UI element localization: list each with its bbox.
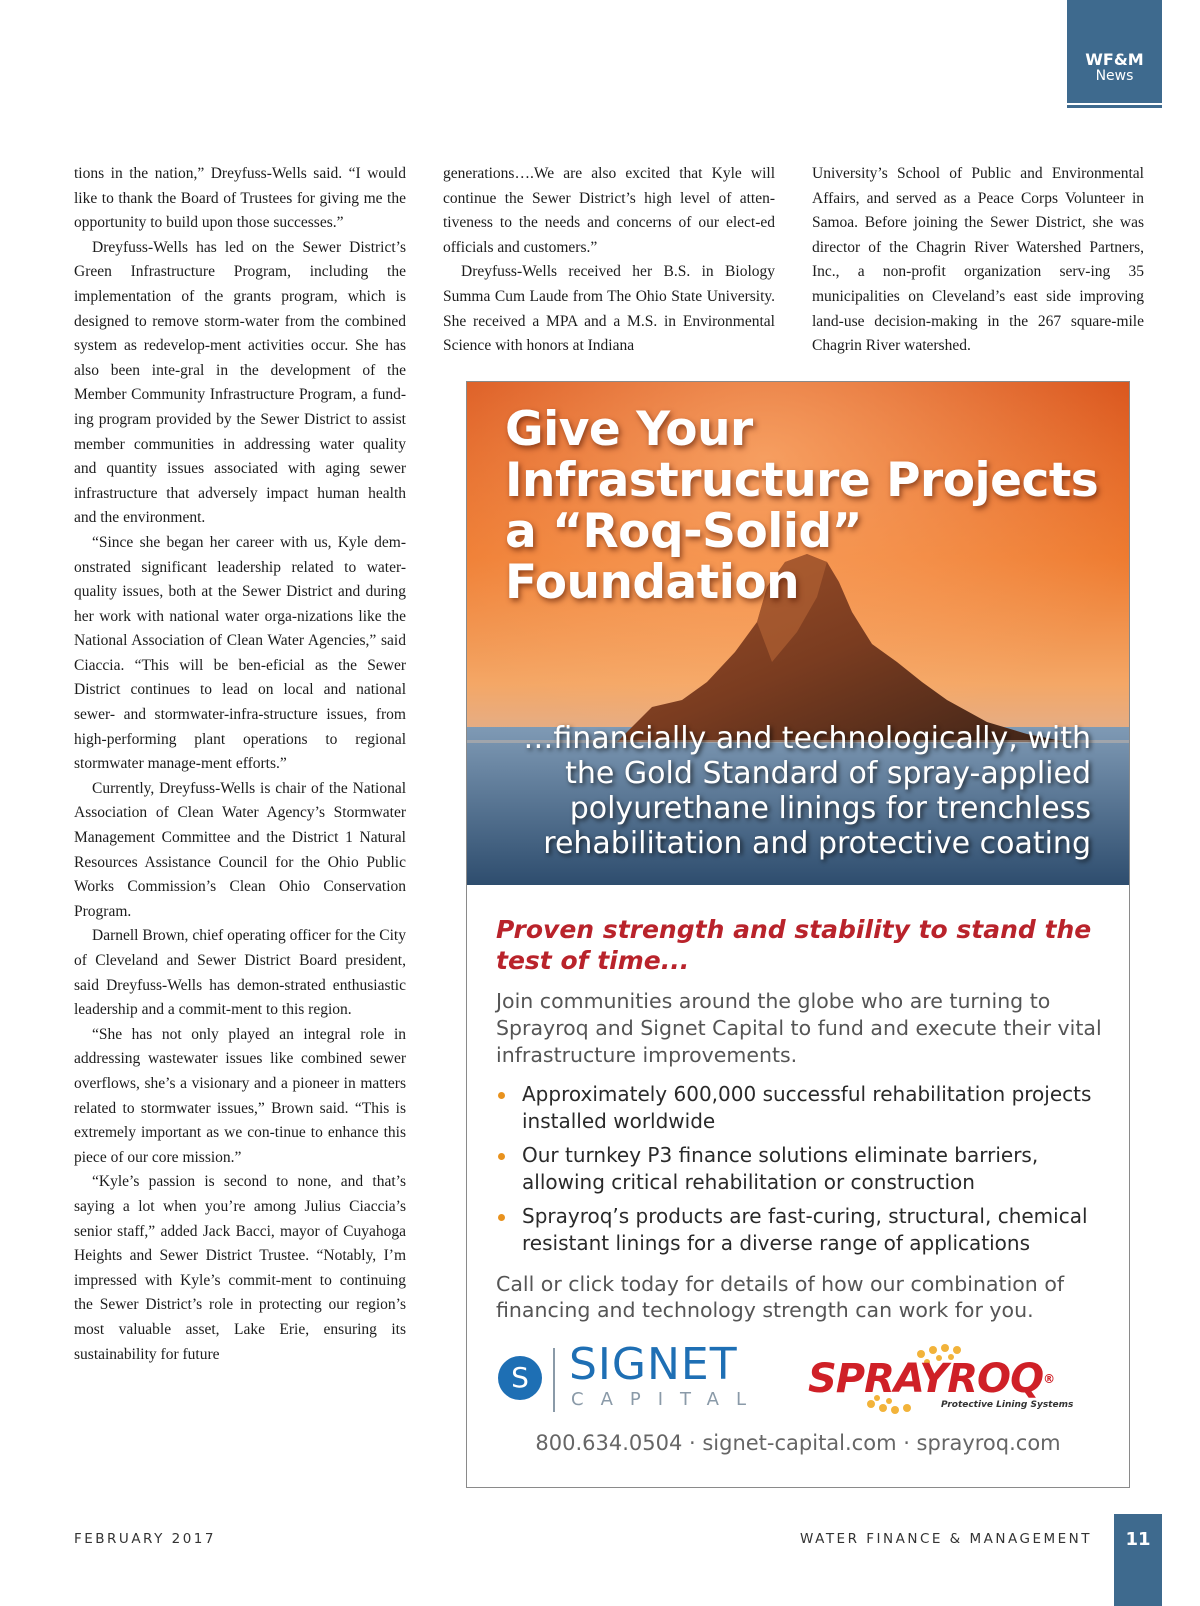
paragraph: “She has not only played an integral role in addressing wastewater issues like combined sewer overflows, she’s a visionary and a pioneer in matters related to stormwater issues,” Brown said. “This is extremely important as we con-tinue to enhance this piece of our core mission.” — [74, 1025, 406, 1166]
article-column-2 — [443, 162, 775, 359]
bullet-dot-icon — [498, 1092, 505, 1099]
ad-headline: Give Your Infrastructure Projects a “Roq-Solid” Foundation — [505, 402, 1099, 610]
section-tab-title: WF&M — [1085, 50, 1144, 69]
logo-divider — [553, 1348, 555, 1412]
list-item — [496, 1203, 1106, 1257]
paragraph: “Kyle’s passion is second to none, and that’s saying a lot when you’re among Julius Ciaccia’s senior staff,” added Jack Bacci, mayor of Cuyahoga Heights and Sewer District Trustee. “Notably, I’m impressed with Kyle’s commit-ment to continuing the Sewer District’s role in protecting our region’s most valuable asset, Lake Erie, ensuring its sustainability for future — [74, 1173, 406, 1363]
bullet-dot-icon — [498, 1153, 505, 1160]
sprayroq-logo-text: SPRAYROQ — [808, 1356, 1044, 1402]
signet-logo-name: SIGNET — [569, 1339, 738, 1390]
paragraph: Dreyfuss-Wells received her B.S. in Biology Summa Cum Laude from The Ohio State University. She received a MPA and a M.S. in Environmental Science with honors at Indiana — [443, 263, 775, 355]
sprayroq-logo-name — [808, 1358, 1054, 1400]
ad-logos — [496, 1339, 1106, 1422]
ad-body — [496, 914, 1106, 1323]
registered-mark-icon: ® — [1043, 1372, 1055, 1386]
ad-intro: Join communities around the globe who are turning to Sprayroq and Signet Capital to fund and execute their vital infrastructure improvements. — [496, 989, 1102, 1067]
paragraph: Currently, Dreyfuss-Wells is chair of the National Association of Clean Water Agency’s Stormwater Management Committee and the District 1 Natural Resources Assistance Council for the Ohio Public Works Commission’s Clean Ohio Conservation Program. — [74, 779, 406, 920]
section-tab-subtitle: News — [1095, 68, 1134, 84]
list-item — [496, 1081, 1106, 1135]
tab-rule — [1067, 105, 1162, 108]
tab-rule — [1067, 100, 1162, 103]
signet-logo-sub: CAPITAL — [571, 1389, 763, 1410]
ad-contact-line[interactable]: 800.634.0504 · signet-capital.com · sprayroq.com — [535, 1431, 1061, 1455]
signet-logo-icon: S — [498, 1356, 542, 1400]
footer-date: FEBRUARY 2017 — [74, 1531, 216, 1547]
page-number: 11 — [1114, 1514, 1162, 1606]
section-tab — [1067, 0, 1162, 100]
footer-publication: WATER FINANCE & MANAGEMENT — [800, 1531, 1092, 1547]
paragraph: Darnell Brown, chief operating officer for the City of Cleveland and Sewer District Board president, said Dreyfuss-Wells has demon-strated enthusiastic leadership and a commit-ment to this region. — [74, 927, 406, 1019]
paragraph: generations….We are also excited that Kyle will continue the Sewer District’s high level of atten-tiveness to the needs and concerns of our elect-ed officials and customers.” — [443, 165, 775, 256]
bullet-dot-icon — [498, 1214, 505, 1221]
sprayroq-logo-tagline: Protective Lining Systems — [941, 1400, 1074, 1410]
advertisement[interactable] — [466, 381, 1130, 1488]
paragraph: University’s School of Public and Environmental Affairs, and served as a Peace Corps Volunteer in Samoa. Before joining the Sewer District, she was director of the Chagrin River Watershed Partners, Inc., a non-profit organization serv-ing 35 municipalities on Cleveland’s east side improving land-use decision-making in the 267 square-mile Chagrin River watershed. — [812, 165, 1144, 355]
ad-bullet-list — [496, 1081, 1106, 1257]
bullet-text: Approximately 600,000 successful rehabilitation projects installed worldwide — [522, 1082, 1092, 1133]
ad-tagline: Proven strength and stability to stand the test of time... — [496, 915, 1092, 975]
paragraph: “Since she began her career with us, Kyle dem-onstrated significant leadership related to water-quality issues, both at the Sewer District and during her work with national water orga-nizations like the National Association of Clean Water Agencies,” said Ciaccia. “This will be ben-eficial as the Sewer District continues to lead on local and national sewer- and stormwater-infra-structure issues, from high-performing plant operations to regional stormwater manage-ment efforts.” — [74, 533, 406, 773]
article-column-3 — [812, 162, 1144, 359]
bullet-text: Our turnkey P3 finance solutions eliminate barriers, allowing critical rehabilitation or construction — [522, 1143, 1039, 1194]
ad-call-to-action: Call or click today for details of how our combination of financing and technology strength can work for you. — [496, 1272, 1065, 1322]
paragraph: tions in the nation,” Dreyfuss-Wells said. “I would like to thank the Board of Trustees for giving me the opportunity to build upon those successes.” — [74, 165, 406, 232]
paragraph: Dreyfuss-Wells has led on the Sewer District’s Green Infrastructure Program, including the implementation of the grants program, which is designed to remove storm-water from the combined system as redevelop-ment activities occur. She has also been inte-gral in the development of the Member Community Infrastructure Program, a fund-ing program provided by the Sewer District to assist member communities in addressing water quality and quantity issues associated with aging sewer infrastructure that adversely impact human health and the environment. — [74, 238, 406, 527]
bullet-text: Sprayroq’s products are fast-curing, structural, chemical resistant linings for a diverse range of applications — [522, 1204, 1088, 1255]
ad-subheadline: …financially and technologically, with the Gold Standard of spray-applied polyurethane linings for trenchless rehabilitation and protective coating — [523, 721, 1091, 861]
article-column-1 — [74, 162, 406, 1367]
list-item — [496, 1142, 1106, 1196]
